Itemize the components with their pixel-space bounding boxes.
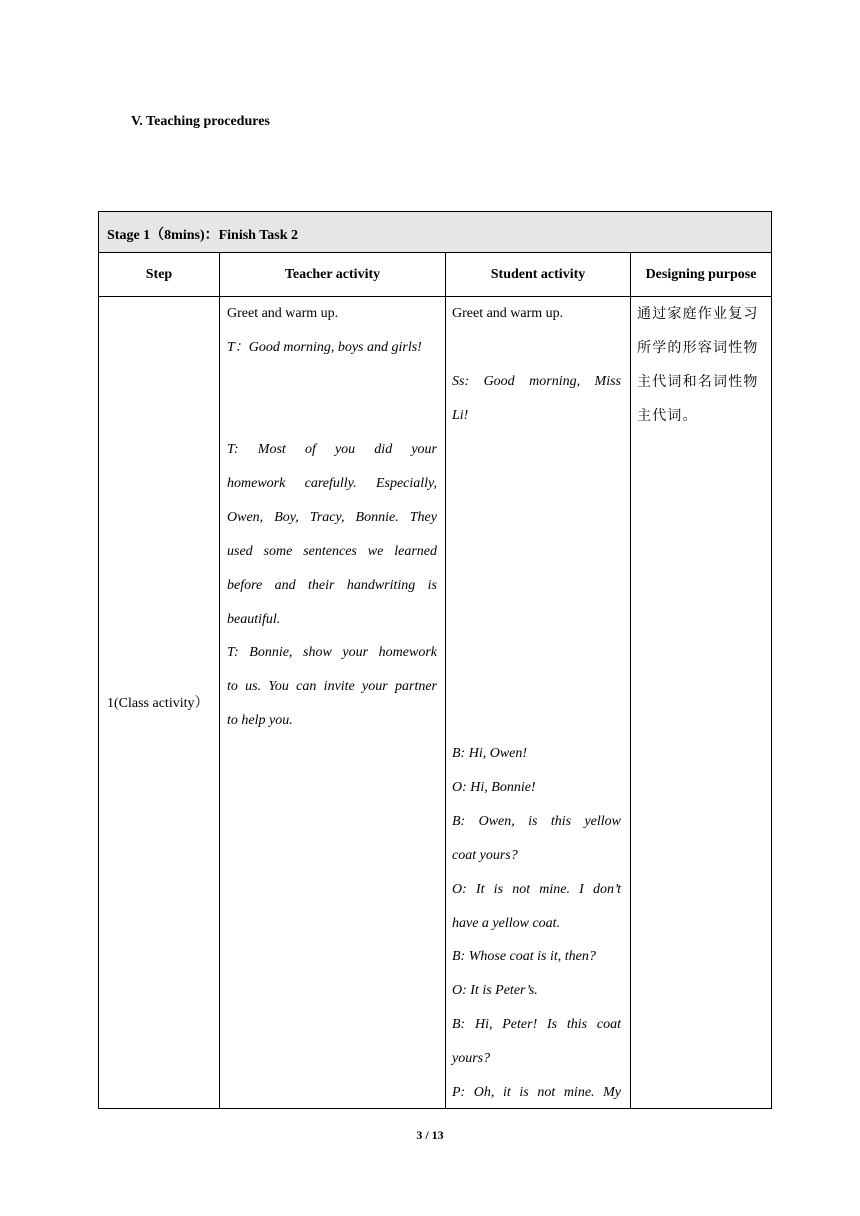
purpose-line: 所学的形容词性物 (637, 340, 759, 356)
student-line: B: Whose coat is it, then? (452, 949, 596, 964)
section-title: V. Teaching procedures (131, 114, 270, 129)
student-line: Ss: Good morning, Miss (452, 374, 621, 389)
column-header-teacher: Teacher activity (284, 267, 381, 282)
teacher-line: Greet and warm up. (227, 306, 339, 321)
column-divider (630, 253, 631, 1108)
column-header-student: Student activity (490, 267, 586, 282)
teacher-line: T: Bonnie, show your homework (227, 645, 437, 660)
purpose-line: 主代词。 (637, 408, 698, 424)
teacher-line: T: Most of you did your (227, 442, 437, 457)
student-line: P: Oh, it is not mine. My (452, 1085, 621, 1100)
student-line: have a yellow coat. (452, 916, 561, 931)
student-line: B: Hi, Owen! (452, 746, 528, 761)
student-line: Greet and warm up. (452, 306, 564, 321)
stage-header: Stage 1（8mins)：Finish Task 2 (107, 228, 298, 243)
step-label: 1(Class activity） (107, 696, 209, 711)
student-line: B: Owen, is this yellow (452, 814, 621, 829)
teacher-line: used some sentences we learned (227, 544, 437, 559)
teacher-line: Owen, Boy, Tracy, Bonnie. They (227, 510, 437, 525)
column-divider (445, 253, 446, 1108)
student-line: O: It is Peter’s. (452, 983, 538, 998)
column-divider (219, 253, 220, 1108)
teacher-line: beautiful. (227, 612, 281, 627)
teacher-line: T：Good morning, boys and girls! (227, 340, 422, 355)
teacher-line: to us. You can invite your partner (227, 679, 437, 694)
student-line: O: Hi, Bonnie! (452, 780, 536, 795)
stage-header-row (99, 212, 771, 253)
teacher-line: to help you. (227, 713, 293, 728)
student-line: O: It is not mine. I don’t (452, 882, 621, 897)
column-header-row (99, 253, 771, 297)
procedures-table (98, 211, 772, 1109)
student-line: coat yours? (452, 848, 518, 863)
purpose-line: 主代词和名词性物 (637, 374, 759, 390)
student-line: B: Hi, Peter! Is this coat (452, 1017, 621, 1032)
teacher-line: homework carefully. Especially, (227, 476, 437, 491)
purpose-line: 通过家庭作业复习 (637, 306, 759, 322)
column-header-purpose: Designing purpose (645, 267, 757, 282)
page-number: 3 / 13 (416, 1128, 444, 1142)
student-line: Li! (452, 408, 469, 423)
column-header-step: Step (145, 267, 173, 282)
teacher-line: before and their handwriting is (227, 578, 437, 593)
student-line: yours? (452, 1051, 491, 1066)
